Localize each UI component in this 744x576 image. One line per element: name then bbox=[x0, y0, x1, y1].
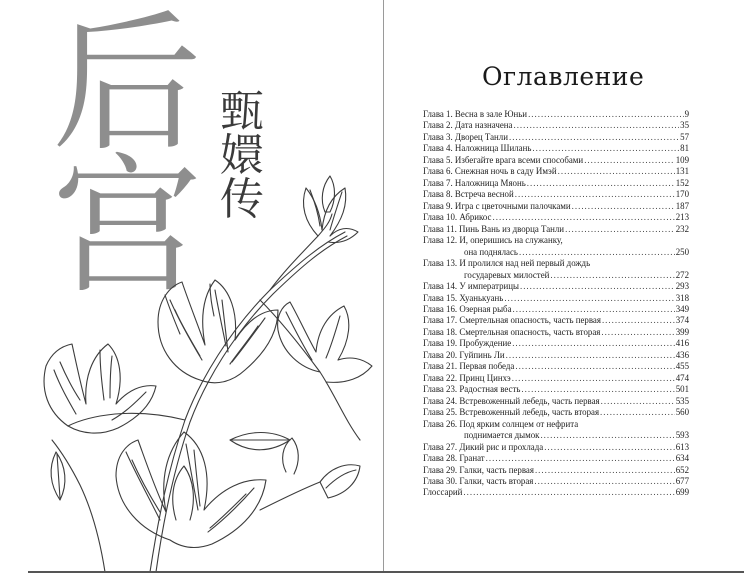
toc-leader-dots bbox=[527, 178, 675, 189]
subtitle-char-1: 甄 bbox=[220, 86, 264, 137]
toc-leader-dots bbox=[584, 155, 675, 166]
toc-leader-dots bbox=[535, 465, 675, 476]
toc-entry-page: 272 bbox=[675, 269, 689, 280]
toc-entry-page: 9 bbox=[684, 109, 689, 119]
toc-entry[interactable] bbox=[423, 212, 689, 223]
toc-leader-dots bbox=[463, 487, 674, 498]
toc-entry-label: Глава 14. У императрицы bbox=[423, 281, 519, 292]
toc-entry-label: Глава 18. Смертельная опасность, часть вторая bbox=[423, 326, 601, 337]
toc-entry-label: Глава 9. Игра с цветочными палочками bbox=[423, 200, 571, 211]
toc-entry-page: 399 bbox=[675, 326, 689, 337]
toc-entry-label: она поднялась bbox=[464, 246, 518, 257]
toc-entry-page: 293 bbox=[675, 281, 689, 292]
toc-entry[interactable] bbox=[423, 270, 689, 281]
subtitle-char-3: 传 bbox=[220, 174, 264, 225]
toc-leader-dots bbox=[602, 315, 675, 326]
toc-leader-dots bbox=[601, 327, 674, 338]
toc-leader-dots bbox=[493, 212, 675, 223]
toc-leader-dots bbox=[519, 247, 675, 258]
toc-entry-label: Глава 12. И, оперишись на служанку, bbox=[423, 235, 563, 246]
toc-entry[interactable] bbox=[423, 281, 689, 292]
toc-leader-dots bbox=[572, 201, 675, 212]
toc-leader-dots bbox=[532, 143, 679, 154]
flower-lower-inner bbox=[173, 466, 194, 520]
toc-entry[interactable] bbox=[423, 419, 689, 430]
toc-leader-dots bbox=[520, 281, 675, 292]
toc-entry-page: 699 bbox=[675, 487, 689, 498]
right-page bbox=[384, 0, 744, 572]
toc-leader-dots bbox=[513, 120, 679, 131]
toc-entry-page: 131 bbox=[675, 166, 689, 177]
toc-entry[interactable] bbox=[423, 373, 689, 384]
toc-entry-label: Глава 1. Весна в зале Юньи bbox=[423, 109, 528, 119]
toc-entry-page: 57 bbox=[680, 131, 689, 142]
toc-entry[interactable] bbox=[423, 465, 689, 476]
toc-entry[interactable] bbox=[423, 224, 689, 235]
toc-leader-dots bbox=[540, 430, 674, 441]
subtitle-char-2: 嬛 bbox=[220, 130, 264, 181]
toc-entry-label: Глава 24. Встревоженный лебедь, часть первая bbox=[423, 395, 600, 406]
toc-leader-dots bbox=[544, 442, 675, 453]
toc-entry[interactable] bbox=[423, 143, 689, 154]
toc-entry[interactable] bbox=[423, 293, 689, 304]
toc-entry-page: 474 bbox=[675, 372, 689, 383]
toc-entry[interactable] bbox=[423, 476, 689, 487]
table-of-contents bbox=[423, 109, 689, 499]
toc-entry-page: 652 bbox=[675, 464, 689, 475]
toc-leader-dots bbox=[512, 373, 675, 384]
toc-entry-label: Глава 15. Хуанькуань bbox=[423, 292, 504, 303]
toc-leader-dots bbox=[513, 304, 675, 315]
branch-lower-right bbox=[260, 482, 320, 510]
toc-leader-dots bbox=[512, 338, 675, 349]
toc-leader-dots bbox=[515, 361, 674, 372]
toc-entry-page: 593 bbox=[675, 430, 689, 441]
toc-leader-dots bbox=[506, 350, 675, 361]
toc-entry[interactable] bbox=[423, 304, 689, 315]
toc-entry-label: Глава 10. Абрикос bbox=[423, 212, 492, 223]
toc-entry-page: 634 bbox=[675, 453, 689, 464]
toc-entry-page: 109 bbox=[675, 154, 689, 165]
toc-entry-label: Глава 5. Избегайте врага всеми способами bbox=[423, 154, 584, 165]
toc-entry-page: 35 bbox=[680, 120, 689, 131]
toc-leader-dots bbox=[550, 270, 674, 281]
toc-entry[interactable] bbox=[423, 396, 689, 407]
toc-entry[interactable] bbox=[423, 487, 689, 498]
toc-entry-label: Глава 27. Дикий рис и прохлада bbox=[423, 441, 544, 452]
branch-lower-left bbox=[52, 440, 105, 572]
toc-entry-page: 416 bbox=[675, 338, 689, 349]
toc-entry-label: Глава 29. Галки, часть первая bbox=[423, 464, 534, 475]
toc-entry[interactable] bbox=[423, 258, 689, 269]
toc-entry[interactable] bbox=[423, 315, 689, 326]
toc-entry-label: Глава 16. Озерная рыба bbox=[423, 303, 512, 314]
toc-leader-dots bbox=[528, 109, 684, 120]
toc-entry-page: 170 bbox=[675, 189, 689, 200]
toc-entry-label: Глоссарий bbox=[423, 487, 463, 498]
toc-entry[interactable] bbox=[423, 338, 689, 349]
toc-entry-page: 455 bbox=[675, 361, 689, 372]
toc-entry-page: 535 bbox=[675, 395, 689, 406]
toc-entry-label: Глава 11. Пинь Вань из дворца Танли bbox=[423, 223, 565, 234]
toc-entry-page: 232 bbox=[675, 223, 689, 234]
toc-entry[interactable] bbox=[423, 407, 689, 418]
toc-entry[interactable] bbox=[423, 327, 689, 338]
toc-entry[interactable] bbox=[423, 201, 689, 212]
toc-entry-page: 187 bbox=[675, 200, 689, 211]
bud-bottom-right bbox=[320, 465, 360, 498]
toc-leader-dots bbox=[521, 384, 674, 395]
toc-entry-label: Глава 19. Пробуждение bbox=[423, 338, 512, 349]
toc-entry-label: Глава 20. Гуйпинь Ли bbox=[423, 349, 505, 360]
toc-leader-dots bbox=[509, 132, 679, 143]
toc-entry-page: 613 bbox=[675, 441, 689, 452]
bottom-rule bbox=[28, 571, 744, 573]
title-glyph-hou: 后 bbox=[52, 0, 203, 172]
leaf-1 bbox=[230, 433, 290, 450]
flower-central bbox=[158, 280, 278, 383]
toc-leader-dots bbox=[558, 166, 675, 177]
toc-entry[interactable] bbox=[423, 361, 689, 372]
branch-main-edge bbox=[156, 236, 347, 572]
toc-entry-page: 677 bbox=[675, 476, 689, 486]
toc-entry[interactable] bbox=[423, 442, 689, 453]
toc-entry-label: Глава 2. Дата назначена bbox=[423, 120, 513, 131]
toc-entry-label: поднимается дымок bbox=[464, 430, 540, 441]
toc-entry-label: Глава 22. Принц Цинхэ bbox=[423, 372, 511, 383]
toc-entry-label: Глава 17. Смертельная опасность, часть первая bbox=[423, 315, 601, 326]
toc-entry-label: Глава 30. Галки, часть вторая bbox=[423, 476, 534, 486]
toc-entry[interactable] bbox=[423, 155, 689, 166]
toc-entry-label: Глава 3. Дворец Танли bbox=[423, 131, 508, 142]
toc-entry-label: Глава 13. И пролился над ней первый дождь bbox=[423, 258, 591, 269]
toc-entry[interactable] bbox=[423, 453, 689, 464]
toc-entry[interactable] bbox=[423, 109, 689, 120]
toc-entry[interactable] bbox=[423, 166, 689, 177]
toc-entry-page: 349 bbox=[675, 303, 689, 314]
flower-top-right bbox=[303, 188, 358, 243]
toc-leader-dots bbox=[565, 224, 675, 235]
toc-entry-label: Глава 7. Наложница Мяонь bbox=[423, 177, 526, 188]
toc-entry-label: Глава 8. Встреча весной bbox=[423, 189, 514, 200]
toc-leader-dots bbox=[534, 476, 674, 487]
flower-lower bbox=[116, 432, 266, 547]
toc-entry-label: Глава 6. Снежная ночь в саду Имэй bbox=[423, 166, 557, 177]
toc-leader-dots bbox=[601, 396, 675, 407]
toc-entry[interactable] bbox=[423, 178, 689, 189]
toc-entry-page: 374 bbox=[675, 315, 689, 326]
toc-entry-page: 213 bbox=[675, 212, 689, 223]
toc-entry-page: 318 bbox=[675, 292, 689, 303]
toc-entry-label: Глава 21. Первая победа bbox=[423, 361, 515, 372]
toc-entry[interactable] bbox=[423, 189, 689, 200]
toc-leader-dots bbox=[486, 453, 675, 464]
toc-entry-label: Глава 28. Гранат bbox=[423, 453, 485, 464]
toc-entry-label: Глава 25. Встревоженный лебедь, часть вторая bbox=[423, 407, 600, 418]
toc-leader-dots bbox=[515, 189, 675, 200]
toc-entry-page: 436 bbox=[675, 349, 689, 360]
toc-leader-dots bbox=[600, 407, 675, 418]
toc-entry-page: 81 bbox=[680, 143, 689, 154]
toc-entry-page: 152 bbox=[675, 177, 689, 188]
toc-entry[interactable] bbox=[423, 384, 689, 395]
toc-title: Оглавление bbox=[482, 62, 645, 91]
toc-entry-label: Глава 4. Наложница Шилань bbox=[423, 143, 532, 154]
branch-right bbox=[260, 300, 360, 440]
toc-entry[interactable] bbox=[423, 235, 689, 246]
title-glyph-gong: 宫 bbox=[52, 140, 203, 314]
toc-leader-dots bbox=[504, 293, 674, 304]
toc-entry-page: 501 bbox=[675, 384, 689, 395]
toc-entry[interactable] bbox=[423, 132, 689, 143]
toc-entry[interactable] bbox=[423, 247, 689, 258]
toc-entry-label: Глава 26. Под ярким солнцем от нефрита bbox=[423, 418, 579, 429]
toc-entry[interactable] bbox=[423, 350, 689, 361]
flower-right bbox=[278, 302, 372, 382]
toc-entry-label: государевых милостей bbox=[464, 269, 550, 280]
toc-entry-page: 250 bbox=[675, 246, 689, 257]
branch-left bbox=[68, 413, 185, 426]
toc-entry-page: 560 bbox=[675, 407, 689, 418]
toc-entry[interactable] bbox=[423, 120, 689, 131]
toc-entry-label: Глава 23. Радостная весть bbox=[423, 384, 521, 395]
toc-entry[interactable] bbox=[423, 430, 689, 441]
